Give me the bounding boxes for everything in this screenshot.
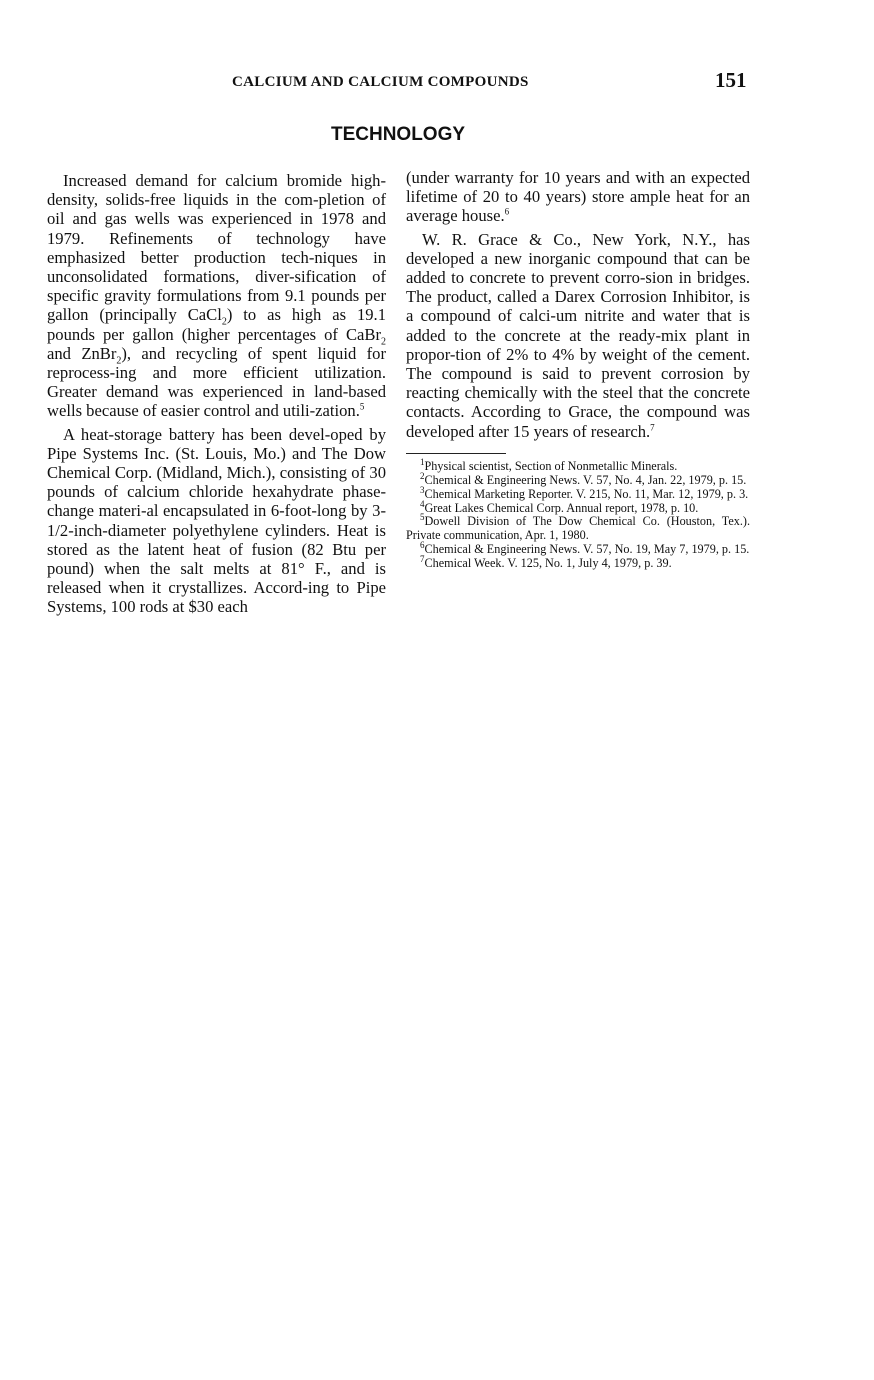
paragraph-calcium-bromide: Increased demand for calcium bromide high-density, solids-free liquids in the com-pletion of oil and gas wells was experienced in 1978 and 1979. Refinements of technology have emphasized better production tech-niques in unconsolidated formations, diver-sification of specific gravity formulations from 9.1 pounds per gallon (principally CaCl$_2$) to as high as 19.1 pounds per gallon (higher percentages of CaBr$_2$ and ZnBr$_2$), and recycling of spent liquid for reprocess-ing and more efficient utilization. Greater demand was experienced in land-based wells because of easier control and utili-zation.$^5$ (47, 171, 386, 421)
footnote-ref: 6 (504, 206, 510, 217)
footnote: $^4$Great Lakes Chemical Corp. Annual report, 1978, p. 10. (420, 498, 699, 515)
footnote: $^1$Physical scientist, Section of Nonmetallic Minerals. (420, 456, 678, 473)
paragraph-grace-corrosion-inhibitor: W. R. Grace & Co., New York, N.Y., has developed a new inorganic compound that can be added to concrete to prevent corro-sion in bridges. The product, called a Darex Corrosion Inhibitor, is a compound of calci-um nitrite and water that is added to the concrete at the ready-mix plant in propor-tion of 2% to 4% by weight of the cement. The compound is said to prevent corrosion by reacting chemically with the steel that the concrete contacts. According to Grace, the compound was developed after 15 years of research.$^7$ (406, 229, 750, 441)
footnote-divider (406, 453, 506, 454)
left-column (47, 171, 386, 617)
footnotes (406, 456, 750, 570)
footnote: $^5$Dowell Division of The Dow Chemical Co. (Houston, Tex.). Private communication, Apr. 1, 1980. (406, 512, 750, 542)
footnote: $^6$Chemical & Engineering News. V. 57, No. 19, May 7, 1979, p. 15. (420, 539, 750, 556)
section-heading: TECHNOLOGY (330, 124, 466, 145)
paragraph-heat-storage-battery: A heat-storage battery has been devel-oped by Pipe Systems Inc. (St. Louis, Mo.) and The Dow Chemical Corp. (Midland, Mich.), consisting of 30 pounds of calcium chloride hexahydrate phase-change materi-al encapsulated in 6-foot-long by 3-1/2-inch-diameter polyethylene cylinders. Heat is stored as the latent heat of fusion (82 Btu per pound) when the salt melts at 81° F., and is released when it crystallizes. Accord-ing to Pipe Systems, 100 rods at $30 each (47, 424, 386, 617)
running-header-title: CALCIUM AND CALCIUM COMPOUNDS (232, 74, 529, 90)
footnote: $^7$Chemical Week. V. 125, No. 1, July 4, 1979, p. 39. (420, 553, 672, 570)
right-column (406, 168, 750, 570)
footnote-ref: 5 (359, 401, 365, 412)
footnote: $^2$Chemical & Engineering News. V. 57, No. 4, Jan. 22, 1979, p. 15. (420, 470, 747, 487)
footnote: $^3$Chemical Marketing Reporter. V. 215, No. 11, Mar. 12, 1979, p. 3. (420, 484, 749, 501)
paragraph-continuation: (under warranty for 10 years and with an expected lifetime of 20 to 40 years) store ample heat for an average house.$^6$ (406, 168, 750, 226)
footnote-ref: 7 (650, 422, 655, 433)
page-number: 151 (715, 68, 747, 92)
